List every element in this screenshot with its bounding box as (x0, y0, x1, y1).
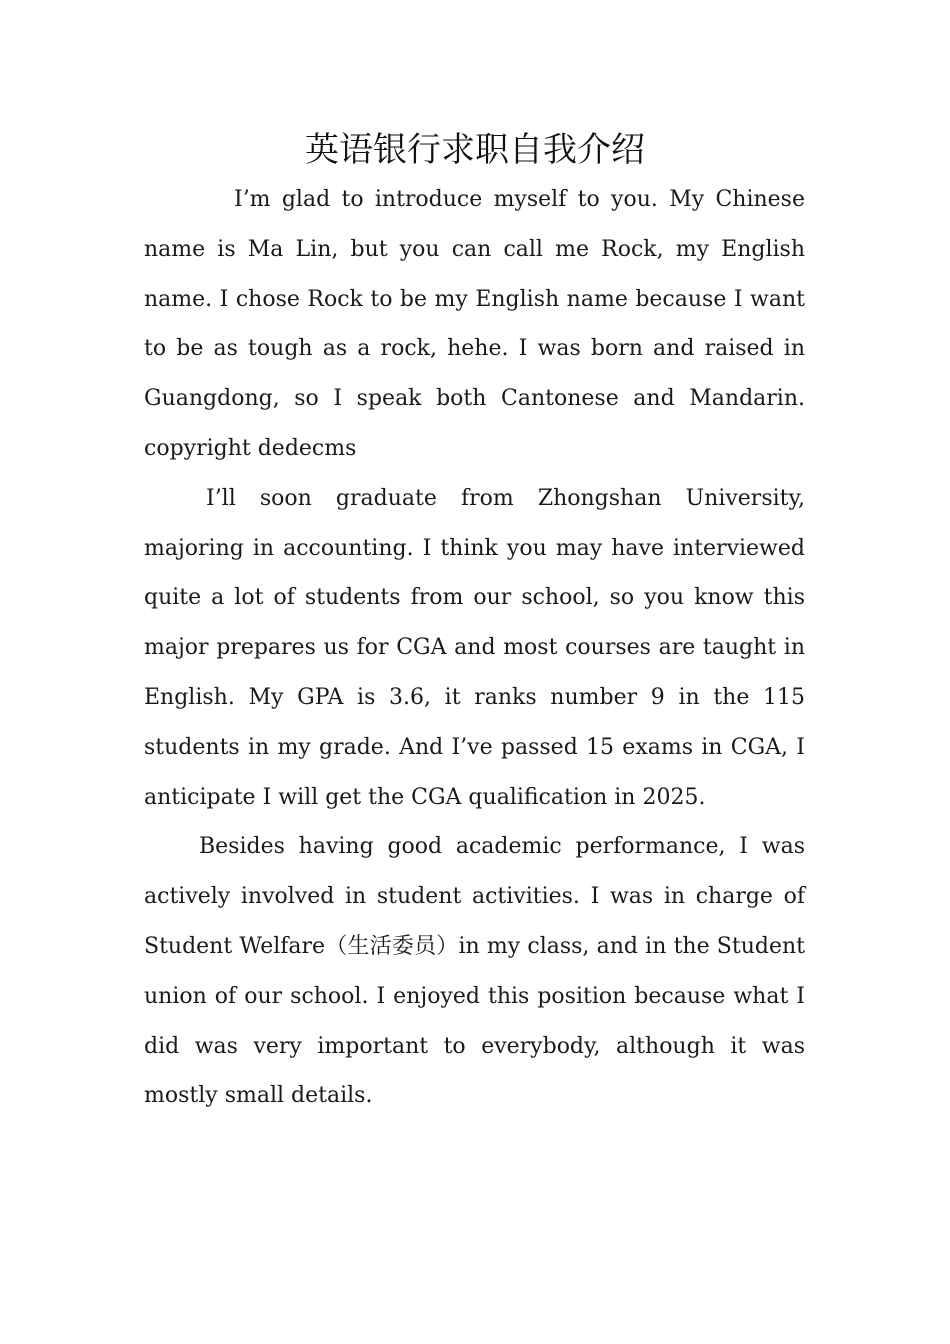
document-body (144, 175, 805, 1121)
paragraph-activities: Besides having good academic performance, I was actively involved in student activities. I was in charge of Student Welfare（生活委员）in my class, and in the Student union of our school. I enjoyed this position because what I did was very important to everybody, although it was mostly small details. (144, 834, 805, 1109)
paragraph-education: I’ll soon graduate from Zhongshan University, majoring in accounting. I think you may have interviewed quite a lot of students from our school, so you know this major prepares us for CGA and most courses are taught in English. My GPA is 3.6, it ranks number 9 in the 115 students in my grade. And I’ve passed 15 exams in CGA, I anticipate I will get the CGA qualification in 2025. (144, 485, 805, 810)
paragraph-introduction: I’m glad to introduce myself to you. My Chinese name is Ma Lin, but you can call me Rock, my English name. I chose Rock to be my English name because I want to be as tough as a rock, hehe. I was born and raised in Guangdong, so I speak both Cantonese and Mandarin. copyright dedecms (144, 187, 805, 461)
document-title: 英语银行求职自我介绍 (305, 130, 645, 170)
